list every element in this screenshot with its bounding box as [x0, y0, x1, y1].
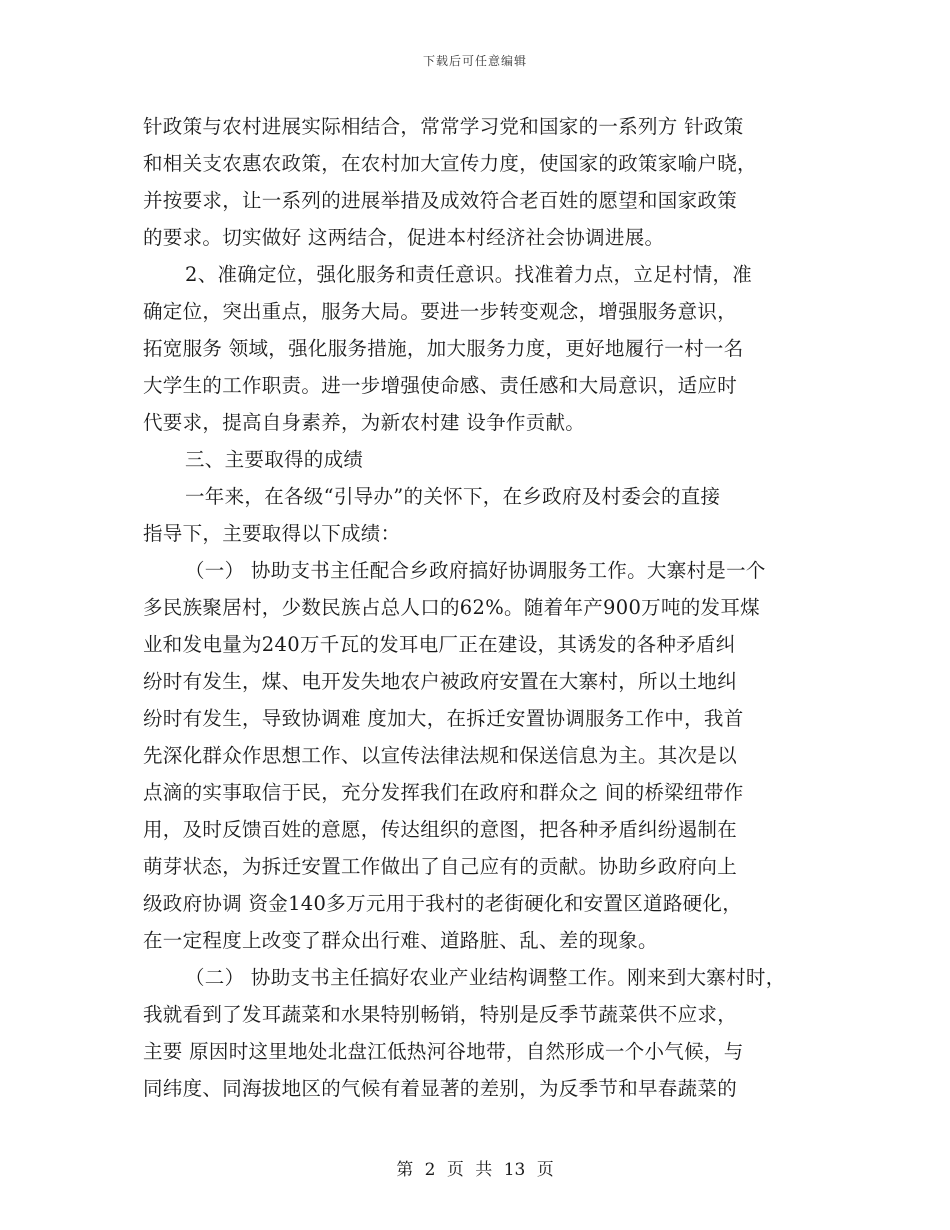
text-line: 先深化群众作思想工作、以宣传法律法规和保送信息为主。其次是以 [143, 744, 738, 767]
text-line: 的要求。切实做好 这两结合，促进本村经济社会协调进展。 [143, 226, 665, 249]
text-line: 确定位，突出重点，服务大局。要进一步转变观念，增强服务意识， [143, 300, 738, 323]
text-line: 同纬度、同海拔地区的气候有着显著的差别，为反季节和早春蔬菜的 [143, 1077, 738, 1100]
text-line: 并按要求，让一系列的进展举措及成效符合老百姓的愿望和国家政策 [143, 189, 738, 212]
section-heading: 三、主要取得的成绩 [185, 448, 364, 471]
page-number-footer: 第 2 页 共 13 页 [396, 1160, 554, 1180]
text-line: 主要 原因时这里地处北盘江低热河谷地带，自然形成一个小气候，与 [143, 1040, 744, 1063]
text-line: 我就看到了发耳蔬菜和水果特别畅销，特别是反季节蔬菜供不应求， [143, 1003, 738, 1026]
text-line: 点滴的实事取信于民，充分发挥我们在政府和群众之 间的桥梁纽带作 [143, 781, 744, 804]
text-line: 指导下，主要取得以下成绩： [143, 522, 401, 545]
text-line: 纷时有发生，导致协调难 度加大，在拆迁安置协调服务工作中，我首 [143, 707, 744, 730]
text-line: 拓宽服务 领域，强化服务措施，加大服务力度，更好地履行一村一名 [143, 337, 744, 360]
page-header: 下载后可任意编辑 [422, 54, 527, 68]
text-line: 针政策与农村进展实际相结合，常常学习党和国家的一系列方 针政策 [143, 115, 744, 138]
paragraph-start-line: 一年来，在各级“引导办”的关怀下，在乡政府及村委会的直接 [185, 485, 721, 508]
text-line: 大学生的工作职责。进一步增强使命感、责任感和大局意识，适应时 [143, 374, 738, 397]
document-body [143, 108, 823, 1107]
paragraph-start-line: 2、准确定位，强化服务和责任意识。找准着力点，立足村情，准 [185, 263, 753, 286]
text-line: 在一定程度上改变了群众出行难、道路脏、乱、差的现象。 [143, 929, 658, 952]
text-line: 和相关支农惠农政策，在农村加大宣传力度，使国家的政策家喻户晓， [143, 152, 757, 175]
text-line: 用，及时反馈百姓的意愿，传达组织的意图，把各种矛盾纠纷遏制在 [143, 818, 738, 841]
paragraph-start-line: （一） 协助支书主任配合乡政府搞好协调服务工作。大寨村是一个 [185, 559, 766, 582]
text-line: 代要求，提高自身素养，为新农村建 设争作贡献。 [143, 411, 586, 434]
text-line: 级政府协调 资金140多万元用于我村的老街硬化和安置区道路硬化， [143, 892, 743, 915]
paragraph-start-line: （二） 协助支书主任搞好农业产业结构调整工作。刚来到大寨村时， [185, 966, 786, 989]
text-line: 业和发电量为240万千瓦的发耳电厂正在建设，其诱发的各种矛盾纠 [143, 633, 736, 656]
text-line: 纷时有发生，煤、电开发失地农户被政府安置在大寨村，所以土地纠 [143, 670, 738, 693]
text-line: 多民族聚居村，少数民族占总人口的62%。随着年产900万吨的发耳煤 [143, 596, 760, 619]
text-line: 萌芽状态，为拆迁安置工作做出了自己应有的贡献。协助乡政府向上 [143, 855, 738, 878]
